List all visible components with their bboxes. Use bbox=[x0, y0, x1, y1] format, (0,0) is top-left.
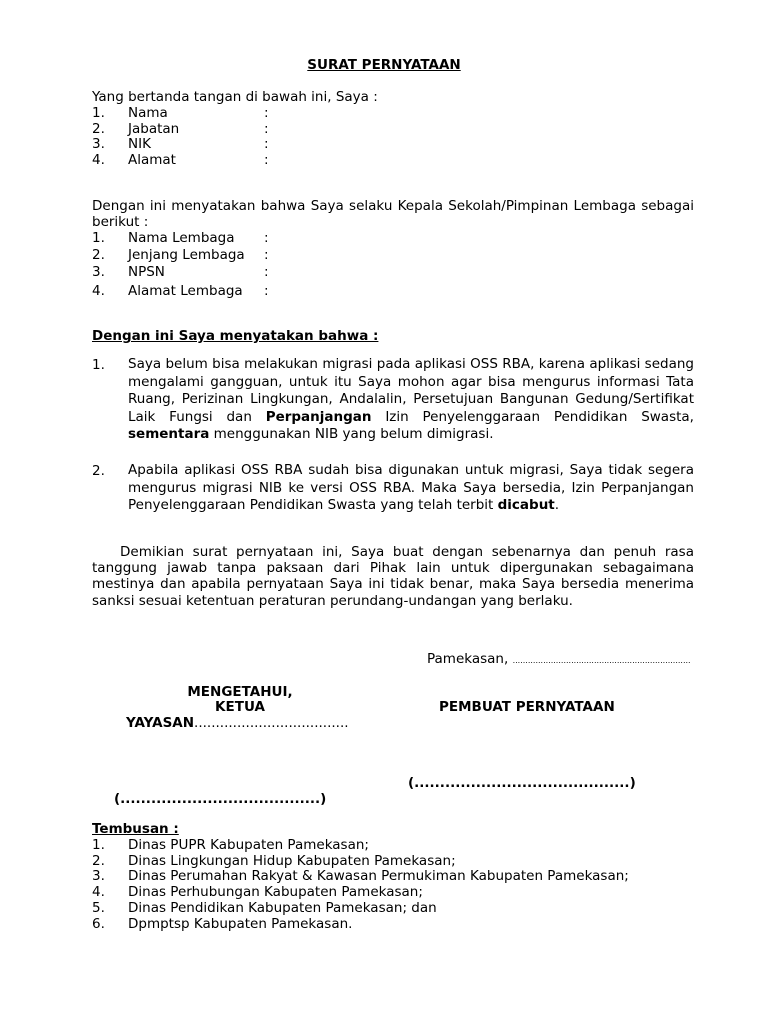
statement-1-number: 1. bbox=[92, 357, 105, 373]
place-date: Pamekasan, ...................................................................... bbox=[427, 651, 691, 667]
statement-1: Saya belum bisa melakukan migrasi pada aplikasi OSS RBA, karena aplikasi sedang mengalami gangguan, untuk itu Saya mohon agar bisa mengurus informasi Tata Ruang, Perizinan Lingkungan, Andalalin, Persetujuan Bangunan Gedung/Sertifikat Laik Fungsi dan Perpanjangan Izin Penyelenggaraan Pendidikan Swasta, sementara menggunakan NIB yang belum dimigrasi. bbox=[128, 356, 694, 442]
cc-heading: Tembusan : bbox=[92, 821, 179, 837]
statement-heading: Dengan ini Saya menyatakan bahwa : bbox=[92, 328, 379, 344]
maker-name-placeholder: (..........................................) bbox=[408, 775, 636, 791]
institution-intro: Dengan ini menyatakan bahwa Saya selaku Kepala Sekolah/Pimpinan Lembaga sebagai berikut : bbox=[92, 198, 694, 231]
foundation-name-placeholder: (.......................................) bbox=[114, 791, 327, 807]
document-page: SURAT PERNYATAAN Yang bertanda tangan di bawah ini, Saya : 1. Nama : 2. Jabatan : 3. NIK : 4. Alamat : Dengan ini menyatakan bahwa Saya selaku Kepala Sekolah/Pimpinan Lembaga sebagai berikut : 1. Nama Lembaga : 2. Jenjang Lembaga : 3. NPSN : 4. Alamat Lembaga : Dengan ini Saya menyatakan bahwa : 1. Saya belum bisa melakukan migrasi pada aplikasi OSS RBA, karena aplikasi sedang mengalami gangguan, untuk itu Saya mohon agar bisa mengurus informasi Tata Ruang, Perizinan Lingkungan, Andalalin, Persetujuan Bangunan Gedung/Sertifikat Laik Fungsi dan Perpanjangan Izin Penyelenggaraan Pendidikan Swasta, sementara menggunakan NIB yang belum dimigrasi. 2. Apabila aplikasi OSS RBA sudah bisa digunakan untuk migrasi, Saya tidak segera mengurus migrasi NIB ke versi OSS RBA. Maka Saya bersedia, Izin Perpanjangan Penyelenggaraan Pendidikan Swasta yang telah terbit dicabut. Demikian surat pernyataan ini, Saya buat dengan sebenarnya dan penuh rasa tanggung jawab tanpa paksaan dari Pihak lain untuk dipergunakan sebagaimana mestinya dan apabila pernyataan Saya ini tidak benar, maka Saya bersedia menerima sanksi sesuai ketentuan peraturan perundang-undangan yang berlaku. Pamekasan, ...................................................................... MENGETAHUI, KETUA YAYASAN.................................... PEMBUAT PERNYATAAN (..........................................) (.......................................) Tembusan : 1. Dinas PUPR Kabupaten Pamekasan; 2. Dinas Lingkungan Hidup Kabupaten Pamekasan; 3. Dinas Perumahan Rakyat & Kawasan Permukiman Kabupaten Pamekasan; 4. Dinas Perhubungan Kabupaten Pamekasan; 5. Dinas Pendidikan Kabupaten Pamekasan; dan 6. Dpmptsp Kabupaten Pamekasan. bbox=[0, 0, 768, 1024]
foundation-label: YAYASAN.................................... bbox=[126, 715, 349, 731]
statement-2: Apabila aplikasi OSS RBA sudah bisa digunakan untuk migrasi, Saya tidak segera mengurus migrasi NIB ke versi OSS RBA. Maka Saya bersedia, Izin Perpanjangan Penyelenggaraan Pendidikan Swasta yang telah terbit dicabut. bbox=[128, 462, 694, 513]
document-title: SURAT PERNYATAAN bbox=[307, 57, 461, 73]
statement-2-number: 2. bbox=[92, 463, 105, 479]
chairman-label: KETUA bbox=[215, 699, 265, 715]
closing-paragraph: Demikian surat pernyataan ini, Saya buat dengan sebenarnya dan penuh rasa tanggung jawab tanpa paksaan dari Pihak lain untuk dipergunakan sebagaimana mestinya dan apabila pernyataan Saya ini tidak benar, maka Saya bersedia menerima sanksi sesuai ketentuan peraturan perundang-undangan yang berlaku. bbox=[92, 544, 694, 609]
acknowledged-label: MENGETAHUI, bbox=[187, 684, 293, 700]
intro-text: Yang bertanda tangan di bawah ini, Saya : bbox=[92, 89, 378, 105]
maker-title: PEMBUAT PERNYATAAN bbox=[439, 699, 615, 715]
